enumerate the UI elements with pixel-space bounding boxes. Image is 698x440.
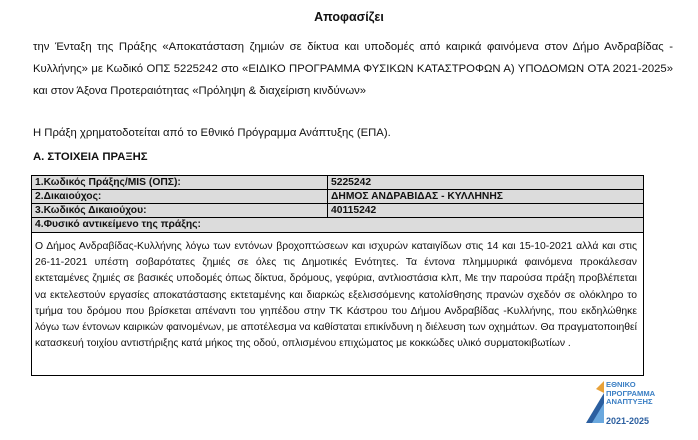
logo-line-2: ΠΡΟΓΡΑΜΜΑ [606, 388, 656, 398]
epa-logo [584, 379, 680, 429]
page-title: Αποφασίζει [314, 10, 384, 24]
logo-line-3: ΑΝΑΠΤΥΞΗΣ [606, 397, 653, 407]
table-row-beneficiary-code [32, 204, 643, 218]
logo-text [606, 381, 655, 407]
epa-logo-icon [584, 379, 606, 429]
logo-years: 2021-2025 [606, 416, 650, 426]
logo-line-1: ΕΘΝΙΚΟ [606, 380, 636, 389]
description-text: Ο Δήμος Ανδραβίδας-Κυλλήνης λόγω των εντόνων βροχοπτώσεων και ισχυρών καταιγίδων στις 14 και 15-10-2021 αλλά και στις 26-11-2021 υπέστη σοβαρότατες ζημιές σε όλες τις Δημοτικές Ενότητες. Τα έντονα πλημμυρικά φαινόμενα προκάλεσαν εκτεταμένες ζημιές σε βασικές υποδομές όπως δίκτυα, δρόμους, γεφύρια, αντλιοστάσια κλπ, Με την παρούσα πράξη προβλέπεται να εκτελεστούν εργασίες αποκατάστασης εκτεταμένης και διαρκώς εξελισσόμενης κατολίσθησης πρανών σχεδόν σε ολόκληρο το τμήμα του δρόμου που βρίσκεται απέναντι του γηπέδου στην ΤΚ Κάστρου του Δήμου Ανδραβίδας -Κυλλήνης, που εκδηλώθηκε λόγω των έντονων καιρικών φαινομένων, με αποτέλεσμα να καθίσταται επικίνδυνη η διέλευση των οχημάτων. Θα πραγματοποιηθεί κατασκευή τοιχίου αντιστήριξης κατά μήκος της οδού, οπλισμένου επιχώματος με κοκκώδες υλικό συρματοκιβωτίων . [35, 241, 637, 350]
description-box [32, 233, 643, 375]
project-details-table [31, 175, 644, 376]
section-heading: Α. ΣΤΟΙΧΕΙΑ ΠΡΑΞΗΣ [33, 151, 148, 163]
table-label: 1.Κωδικός Πράξης/MIS (ΟΠΣ): [32, 176, 328, 189]
table-row-project-code [32, 176, 643, 190]
table-value: ΔΗΜΟΣ ΑΝΔΡΑΒΙΔΑΣ - ΚΥΛΛΗΝΗΣ [331, 191, 503, 202]
table-label: 3.Κωδικός Δικαιούχου: [32, 204, 328, 217]
table-value: 5225242 [331, 177, 372, 188]
funding-paragraph: Η Πράξη χρηματοδοτείται από το Εθνικό Πρόγραμμα Ανάπτυξης (ΕΠΑ). [33, 127, 391, 139]
description-label: 4.Φυσικό αντικείμενο της πράξης: [32, 218, 643, 233]
intro-paragraph: την Ένταξη της Πράξης «Αποκατάσταση ζημιών σε δίκτυα και υποδομές από καιρικά φαινόμενα στον Δήμο Ανδραβίδας - Κυλλήνης» με Κωδικό ΟΠΣ 5225242 στο «ΕΙΔΙΚΟ ΠΡΟΓΡΑΜΜΑ ΦΥΣΙΚΩΝ ΚΑΤΑΣΤΡΟΦΩΝ Α) ΥΠΟΔΟΜΩΝ ΟΤΑ 2021-2025» και στον Άξονα Προτεραιότητας «Πρόληψη & διαχείριση κινδύνων» [33, 41, 673, 97]
table-label: 2.Δικαιούχος: [32, 190, 328, 203]
table-value: 40115242 [331, 205, 377, 216]
table-row-beneficiary [32, 190, 643, 204]
